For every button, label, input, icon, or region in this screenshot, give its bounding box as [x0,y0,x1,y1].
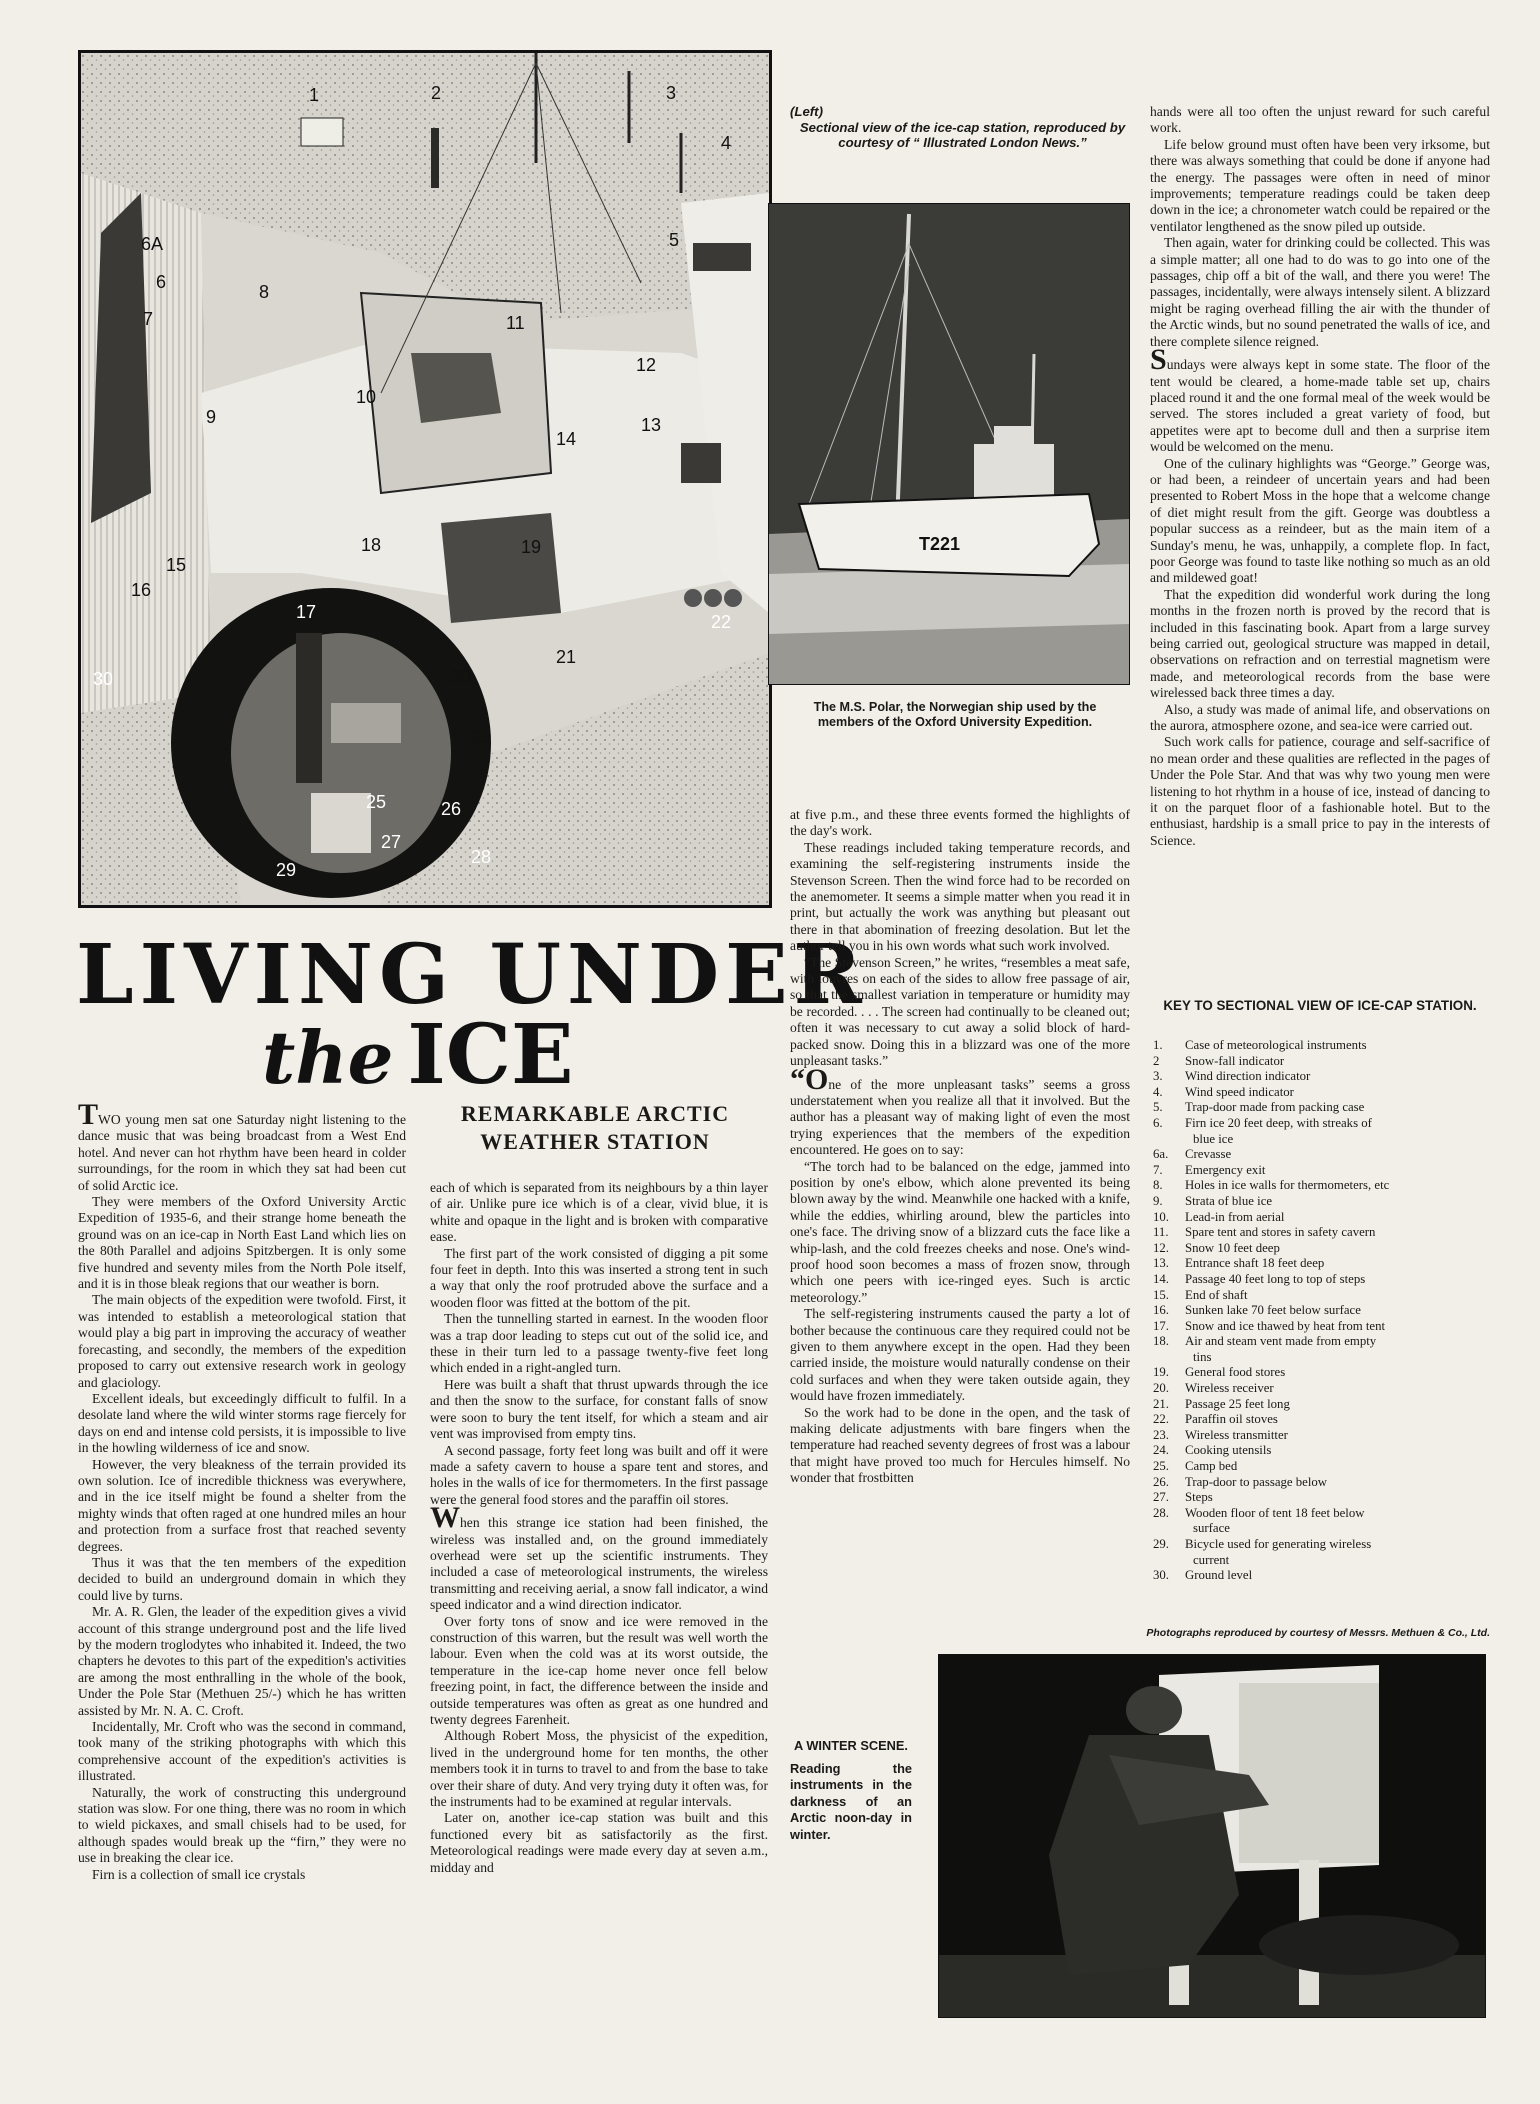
winter-caption [790,1738,912,1843]
illustration-number-label: 16 [131,580,152,600]
key-item-number: 8. [1153,1178,1163,1193]
paragraph: hands were all too often the unjust reward for such careful work. [1150,104,1490,136]
illustration-number-label: 2 [431,83,442,103]
key-item-text: Trap-door made from packing case [1185,1100,1365,1115]
key-title: KEY TO SECTIONAL VIEW OF ICE-CAP STATION. [1163,998,1477,1013]
article-column-2 [430,1180,768,1876]
ship-photo-drawing [769,204,1129,684]
key-item-number: 23. [1153,1427,1169,1442]
headline-line-2 [262,1007,574,1103]
key-item [1153,1537,1490,1553]
key-item-number: 11. [1153,1225,1169,1240]
illustration-number-label: 13 [641,415,662,435]
key-item-number: 28. [1153,1505,1169,1520]
paragraph: Then the tunnelling started in earnest. In the wooden floor was a trap door leading to steps cut out of the solid ice, and these in their turn led to a passage twenty-five feet long which ended in a right-angled turn. [430,1311,768,1376]
paragraph: That the expedition did wonderful work during the long months in the frozen north is proved by the record that is included in this fascinating book. Apart from a large survey being carried out, geological structure was mapped in detail, observations on refraction and on terrestial magnetism were made, and meteorological records from the base were wirelessed back three times a day. [1150,586,1490,701]
key-item [1153,1288,1490,1304]
ship-hull-number: T221 [919,534,961,554]
key-item-text: Firn ice 20 feet deep, with streaks of [1185,1115,1372,1130]
paragraph: Sundays were always kept in some state. The floor of the tent would be cleared, a home-made table set up, chairs placed round it and the one formal meal of the week would be served. The stores included a great variety of food, but appetites were apt to become dull and then a surprise item would be welcomed on the menu. [1150,343,1490,455]
key-item [1153,1163,1490,1179]
illustration-number-label: 27 [381,832,402,852]
key-item [1153,1365,1490,1381]
key-item-number: 18. [1153,1334,1169,1349]
paragraph: When this strange ice station had been finished, the wireless was installed and, on the ground immediately overhead were set up the scientific instruments. They included a case of meteorological instruments, the wireless transmitting and receiving aerial, a snow fall indicator, a wind speed indicator and a wind direction indicator. [430,1501,768,1613]
key-item-text: Camp bed [1185,1459,1238,1474]
key-item-number: 26. [1153,1474,1169,1489]
article-column-1 [78,1098,406,1883]
paragraph: So the work had to be done in the open, and the task of making delicate adjustments with bare fingers when the temperature had reached seventy degrees of frost was a labour that might have proved too much for Hercules himself. No wonder that frostbitten [790,1404,1130,1486]
key-item [1153,1412,1490,1428]
paragraph: each of which is separated from its neighbours by a thin layer of air. Unlike pure ice which is of a clear, vivid blue, it is white and opaque in the light and is broken with comparative ease. [430,1180,768,1245]
key-item-text-continued: tins [1193,1349,1212,1364]
key-item-number: 4. [1153,1084,1163,1099]
key-item-number: 5. [1153,1100,1163,1115]
key-item-text: Wireless receiver [1185,1381,1274,1396]
illustration-number-label: 28 [471,847,492,867]
paragraph: TWO young men sat one Saturday night listening to the dance music that was being broadcast from a West End hotel. And never can hot rhythm have been heard in colder surroundings, for the room in which they sat had been cut of solid Arctic ice. [78,1098,406,1193]
illustration-number-label: 6A [141,234,164,254]
key-item-text-continued: blue ice [1193,1131,1234,1146]
key-item [1153,1225,1490,1241]
key-item-text-continued: current [1193,1552,1230,1567]
headline-the: the [262,1015,394,1100]
illustration-number-label: 20 [451,667,472,687]
paragraph: Later on, another ice-cap station was built and this functioned every bit as satisfactorily as the first. Meteorological readings were made every day at seven a.m., midday and [430,1810,768,1875]
paragraph: “The torch had to be balanced on the edge, jammed into position by one's elbow, which alone prevented its being blown away by the wind. Meanwhile one hacked with a knife, while the eddies, whirling around, blew the particles into one's face. The driving snow of a blizzard cuts the face like a whip-lash, and the cold freezes cheeks and nose. One's wind-proof hood soon becomes a mass of frozen snow, through which one peers with ice-ringed eyes. Such is arctic meteorology.” [790,1158,1130,1305]
key-item-text: Passage 25 feet long [1185,1396,1290,1411]
key-item [1153,1054,1490,1070]
key-item-text: Snow-fall indicator [1185,1053,1285,1068]
key-item-text: Case of meteorological instruments [1185,1038,1367,1052]
illustration-number-label: 7 [143,309,154,329]
key-item-text: Emergency exit [1185,1162,1266,1177]
illustration-number-label: 23 [471,727,492,747]
key-item-number: 24. [1153,1443,1169,1458]
illustration-number-label: 30 [93,669,114,689]
key-item-text: Holes in ice walls for thermometers, etc [1185,1178,1390,1193]
key-item-number: 7. [1153,1162,1163,1177]
key-item [1153,1194,1490,1210]
paragraph: Such work calls for patience, courage and self-sacrifice of no mean order and these qualities are reflected in the pages of Under the Pole Star. And that was why two young men were listening to hot rhythm in a house of ice, instead of dancing to it on the parquet floor of a fashionable hotel. But to the enthusiast, hardship is a small price to pay in the interests of Science. [1150,734,1490,848]
winter-caption-title: A WINTER SCENE. [794,1738,908,1753]
ship-photo [768,203,1130,685]
illustration-number-label: 14 [556,429,577,449]
illustration-number-label: 18 [361,535,382,555]
key-item-text: Lead-in from aerial [1185,1209,1285,1224]
key-item-text: End of shaft [1185,1287,1248,1302]
key-item [1153,1147,1490,1163]
paragraph: Naturally, the work of constructing this underground station was slow. For one thing, there was no room in which to wield pickaxes, and small chisels had to be used, for although spades would break up the “firn,” they were no use in breaking the clear ice. [78,1784,406,1866]
key-item-number: 20. [1153,1381,1169,1396]
illustration-number-label: 3 [666,83,677,103]
paragraph: Excellent ideals, but exceedingly difficult to fulfil. In a desolate land where the wild winter storms rage fiercely for days on end and intense cold persists, it is impossible to live in the howling wilderness of ice and snow. [78,1390,406,1456]
key-item-text: Crevasse [1185,1147,1232,1162]
illustration-number-label: 21 [556,647,577,667]
illustration-number-label: 6 [156,272,167,292]
paragraph: Mr. A. R. Glen, the leader of the expedition gives a vivid account of this strange underground post and the life lived by the modern troglodytes who inhabited it. Indeed, the two chapters he devotes to this part of the expedition's activities are among the most enthralling in the whole of the book, Under the Pole Star (Methuen 25/-) which he has written assisted by Mr. N. A. C. Croft. [78,1604,406,1718]
key-item-number: 9. [1153,1193,1163,1208]
key-item-number: 30. [1153,1568,1169,1583]
key-item [1153,1397,1490,1413]
paragraph: The main objects of the expedition were twofold. First, it was intended to establish a meteorological station that would play a big part in improving the accuracy of weather forecasting, and secondly, the members of the expedition proposed to carry out extensive research work in geology and glaciology. [78,1292,406,1390]
headline-line-1: LIVING UNDER [76,927,868,1023]
key-item [1153,1069,1490,1085]
illustration-number-label: 4 [721,133,732,153]
key-item-text-continued: surface [1193,1521,1230,1536]
paragraph: However, the very bleakness of the terrain provided its own solution. Ice of incredible thickness was everywhere, and in the ice itself might be found a shelter from the mighty winds that often raged at one hundred miles an hour and protection from a surface frost that reached seventy degrees. [78,1456,406,1554]
key-item-text: Bicycle used for generating wireless [1185,1537,1372,1551]
ship-caption-bottom: The M.S. Polar, the Norwegian ship used by the members of the Oxford University Expedition. [813,700,1097,729]
caption-text: Sectional view of the ice-cap station, reproduced by courtesy of “ Illustrated London News.” [799,119,1126,150]
key-item [1153,1490,1490,1506]
article-column-4 [1150,104,1490,849]
key-item-text: Wind direction indicator [1185,1069,1311,1084]
key-item [1153,1210,1490,1226]
key-item [1153,1319,1490,1335]
headline-ice: ICE [407,1007,574,1103]
key-item [1153,1568,1490,1584]
photo-credit: Photographs reproduced by courtesy of Messrs. Methuen & Co., Ltd. [1146,1627,1490,1639]
key-item-number: 3. [1153,1069,1163,1084]
illustration-number-label: 10 [356,387,377,407]
paragraph: The self-registering instruments caused the party a lot of bother because the continuous care they required could not be given to them anywhere except in the open. Had they been carried inside, the moisture would naturally condense on their cold surfaces and when they were taken outside again, they would have frozen immediately. [790,1306,1130,1404]
key-item-number: 21. [1153,1396,1169,1411]
illustration-number-label: 19 [521,537,542,557]
key-item [1153,1272,1490,1288]
ice-cap-cutaway-drawing [81,53,769,905]
paragraph: Incidentally, Mr. Croft who was the second in command, took many of the striking photographs with which this comprehensive account of the expedition's activities is illustrated. [78,1719,406,1784]
key-item-text: Trap-door to passage below [1185,1474,1328,1489]
key-item [1153,1303,1490,1319]
key-item [1153,1085,1490,1101]
paragraph: Also, a study was made of animal life, and observations on the aurora, atmosphere ozone, and sea-ice were carried out. [1150,701,1490,734]
key-item [1153,1178,1490,1194]
sectional-view-illustration [78,50,772,908]
key-item-number: 6. [1153,1115,1163,1130]
key-item [1153,1428,1490,1444]
key-item-number: 25. [1153,1459,1169,1474]
ship-caption-top [790,104,1135,151]
key-item [1153,1459,1490,1475]
paragraph: A second passage, forty feet long was built and off it were made a safety cavern to house a spare tent and stores, and holes in the walls of ice for thermometers. In the first passage were the general food stores and the paraffin oil stores. [430,1442,768,1507]
key-item-text: Ground level [1185,1568,1253,1583]
paragraph: One of the culinary highlights was “George.” George was, or had been, a reindeer of uncertain years and had been presented to Robert Moss in the hope that a welcome change of diet might result from the gift. George was doubtless a popular success as a reindeer, but as the main item of a Sunday's menu, he was, unhappily, a complete flop. In fact, poor George was found to taste like nothing so much as an old and mildewed goat! [1150,455,1490,586]
key-item-number: 1. [1153,1038,1163,1052]
key-item-number: 16. [1153,1303,1169,1318]
article-column-3 [790,807,1130,1487]
key-item-text: Paraffin oil stoves [1185,1412,1278,1427]
illustration-number-label: 26 [441,799,462,819]
key-item-text: Strata of blue ice [1185,1193,1273,1208]
key-item [1153,1038,1490,1054]
key-item-text: Steps [1185,1490,1213,1505]
paragraph: “The Stevenson Screen,” he writes, “resembles a meat safe, with louvres on each of the sides to allow free passage of air, so that the smallest variation in temperature or humidity may be recorded. . . . The screen had continually to be cleaned out; often it was necessary to cut away a solid block of hard-packed snow. Doing this in a blizzard was one of the more unpleasant tasks.” [790,954,1130,1069]
key-item [1153,1256,1490,1272]
key-item-text: Spare tent and stores in safety cavern [1185,1225,1376,1240]
key-item-number: 12. [1153,1240,1169,1255]
paragraph: The first part of the work consisted of digging a pit some four feet in depth. Into this was inserted a strong tent in such a way that only the roof protruded above the surface and a wooden floor was fitted at the bottom of the pit. [430,1245,768,1310]
paragraph: at five p.m., and these three events formed the highlights of the day's work. [790,807,1130,839]
key-item [1153,1506,1490,1522]
paragraph: Firn is a collection of small ice crystals [92,1866,306,1882]
key-item-text: Snow and ice thawed by heat from tent [1185,1318,1386,1333]
key-item-number: 13. [1153,1256,1169,1271]
illustration-number-label: 5 [669,230,680,250]
key-item [1153,1334,1490,1350]
illustration-number-label: 22 [711,612,732,632]
caption-tag: (Left) [790,104,823,119]
key-item [1153,1116,1490,1132]
illustration-number-label: 9 [206,407,217,427]
paragraph: “One of the more unpleasant tasks” seems a gross understatement when you realize all that it involved. But the author has a pleasant way of making light of even the most trying experiences that the members of the expedition encountered. He goes on to say: [790,1062,1130,1158]
paragraph: Here was built a shaft that thrust upwards through the ice and then the snow to the surface, for constant falls of snow were soon to bury the tent itself, for which a steam and air vent was improvised from empty tins. [430,1376,768,1442]
key-item-number: 10. [1153,1209,1169,1224]
key-item [1153,1443,1490,1459]
paragraph: Over forty tons of snow and ice were removed in the construction of this warren, but the result was well worth the labour. Even when the cold was at its worst outside, the temperature in the ice-cap home never once fell below freezing point, in fact, the difference between the inside and outside temperatures was often as great as one hundred and twenty degrees Farenheit. [430,1613,768,1727]
winter-scene-drawing [939,1655,1485,2017]
key-item-number: 6a. [1153,1147,1169,1162]
key-item-text: Wireless transmitter [1185,1427,1288,1442]
key-item [1153,1381,1490,1397]
key-item-text: Wind speed indicator [1185,1084,1294,1099]
illustration-number-label: 29 [276,860,297,880]
illustration-number-label: 1 [309,85,320,105]
winter-caption-text: Reading the instruments in the darkness of an Arctic noon-day in winter. [790,1760,912,1842]
illustration-number-label: 8 [259,282,270,302]
paragraph: Although Robert Moss, the physicist of the expedition, lived in the underground home for ten months, the other members took it in turns to travel to and from the base to take over their share of duty. And very trying duty it often was, for the instruments had to be examined at regular intervals. [430,1728,768,1810]
paragraph: Then again, water for drinking could be collected. This was a simple matter; all one had to do was to go into one of the passages, chip off a bit of the wall, and there you were! The passages, incidentally, were always intensely silent. A blizzard might be raging overhead filling the air with the thunder of the Arctic winds, but no sound penetrated the walls of ice, and there complete silence reigned. [1150,235,1490,349]
illustration-number-label: 12 [636,355,657,375]
illustration-number-label: 15 [166,555,187,575]
paragraph: They were members of the Oxford University Arctic Expedition of 1935-6, and their strange home beneath the ground was on an ice-cap in North East Land which lies on the 80th Parallel and adjoins Spitzbergen. It is only some five hundred and seventy miles from the North Pole itself, and it is in those bleak regions that our weather is born. [78,1194,406,1292]
key-list [1153,1038,1490,1584]
key-item-number: 27. [1153,1490,1169,1505]
key-item-text: Entrance shaft 18 feet deep [1185,1256,1325,1271]
key-item-number: 14. [1153,1271,1169,1286]
subheading: REMARKABLE ARCTIC WEATHER STATION [460,1101,730,1154]
key-item [1153,1100,1490,1116]
key-item-text: Passage 40 feet long to top of steps [1185,1271,1366,1286]
key-item-number: 22. [1153,1412,1169,1427]
paragraph: These readings included taking temperature records, and examining the self-registering instruments inside the Stevenson Screen. Then the wind force had to be recorded on the anemometer. It seems a simple matter when you read it in print, but actually the work was anything but pleasant out there in that abomination of freezing desolation. But let the author tell you in his own words what such work involved. [790,839,1130,954]
key-item-text: Sunken lake 70 feet below surface [1185,1303,1361,1318]
winter-scene-photo [938,1654,1486,2018]
key-item-number: 15. [1153,1287,1169,1302]
key-item-text: Cooking utensils [1185,1443,1272,1458]
key-item [1153,1475,1490,1491]
key-item-number: 29. [1153,1537,1169,1551]
paragraph: Thus it was that the ten members of the expedition decided to build an underground domain in which they could live by turns. [78,1554,406,1603]
illustration-number-label: 25 [366,792,387,812]
paragraph: Life below ground must often have been very irksome, but there was always something that could be done if anyone had the energy. The passages were often in need of minor improvements; temperature readings could be taken deep down in the ice; a chronometer watch could be repaired or the ventilator lengthened as the snow piled up outside. [1150,136,1490,234]
key-item-text: Wooden floor of tent 18 feet below [1185,1505,1365,1520]
key-item-text: Air and steam vent made from empty [1185,1334,1377,1349]
key-item [1153,1241,1490,1257]
illustration-number-label: 17 [296,602,317,622]
key-item-text: General food stores [1185,1365,1286,1380]
key-item-number: 17. [1153,1318,1169,1333]
illustration-number-label: 11 [506,313,525,333]
key-item-text: Snow 10 feet deep [1185,1240,1280,1255]
key-item-number: 2 [1153,1053,1160,1068]
key-item-number: 19. [1153,1365,1169,1380]
